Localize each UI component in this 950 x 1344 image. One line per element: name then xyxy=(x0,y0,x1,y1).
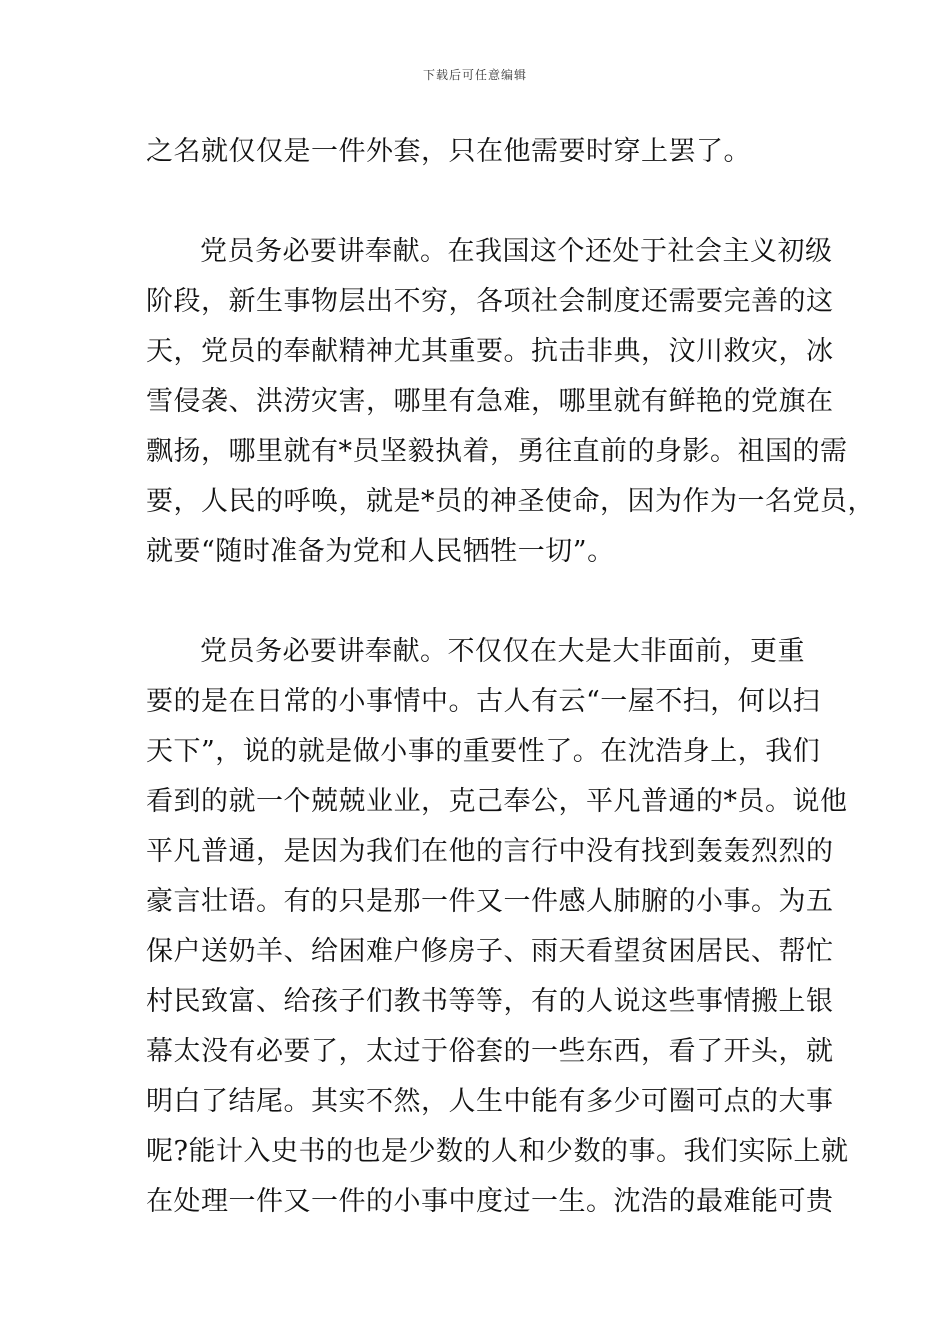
paragraph-2 xyxy=(146,227,875,577)
text-line: 保户送奶羊、给困难户修房子、雨天看望贫困居民、帮忙 xyxy=(146,936,834,967)
text-line: 之名就仅仅是一件外套，只在他需要时穿上罢了。 xyxy=(146,136,751,167)
text-line: 在处理一件又一件的小事中度过一生。沈浩的最难能可贵 xyxy=(146,1186,834,1217)
text-line: 豪言壮语。有的只是那一件又一件感人肺腑的小事。为五 xyxy=(146,886,834,917)
text-line: 平凡普通，是因为我们在他的言行中没有找到轰轰烈烈的 xyxy=(146,836,834,867)
text-line: 幕太没有必要了，太过于俗套的一些东西，看了开头，就 xyxy=(146,1036,834,1067)
page-header: 下载后可任意编辑 xyxy=(422,68,527,82)
paragraph-3 xyxy=(146,627,849,1227)
text-line: 阶段，新生事物层出不穷，各项社会制度还需要完善的这 xyxy=(146,286,834,317)
paragraph-gap xyxy=(146,177,826,227)
text-line: 明白了结尾。其实不然，人生中能有多少可圈可点的大事 xyxy=(146,1086,834,1117)
paragraph-gap xyxy=(146,577,826,627)
text-line: 天，党员的奉献精神尤其重要。抗击非典，汶川救灾，冰 xyxy=(146,336,834,367)
text-line: 党员务必要讲奉献。在我国这个还处于社会主义初级 xyxy=(200,236,833,267)
text-line: 村民致富、给孩子们教书等等，有的人说这些事情搬上银 xyxy=(146,986,834,1017)
paragraph-1 xyxy=(146,127,826,177)
text-line: 飘扬，哪里就有*员坚毅执着，勇往直前的身影。祖国的需 xyxy=(146,436,848,467)
text-line: 要的是在日常的小事情中。古人有云“一屋不扫，何以扫 xyxy=(146,686,821,717)
text-line: 要，人民的呼唤，就是*员的神圣使命，因为作为一名党员， xyxy=(146,486,875,517)
text-line: 雪侵袭、洪涝灾害，哪里有急难，哪里就有鲜艳的党旗在 xyxy=(146,386,834,417)
text-line: 就要“随时准备为党和人民牺牲一切”。 xyxy=(146,536,615,567)
text-line: 呢?能计入史书的也是少数的人和少数的事。我们实际上就 xyxy=(146,1136,849,1167)
document-body xyxy=(146,127,875,1227)
text-line: 天下”，说的就是做小事的重要性了。在沈浩身上，我们 xyxy=(146,736,821,767)
text-line: 党员务必要讲奉献。不仅仅在大是大非面前，更重 xyxy=(200,636,805,667)
text-line: 看到的就一个兢兢业业，克己奉公，平凡普通的*员。说他 xyxy=(146,786,848,817)
